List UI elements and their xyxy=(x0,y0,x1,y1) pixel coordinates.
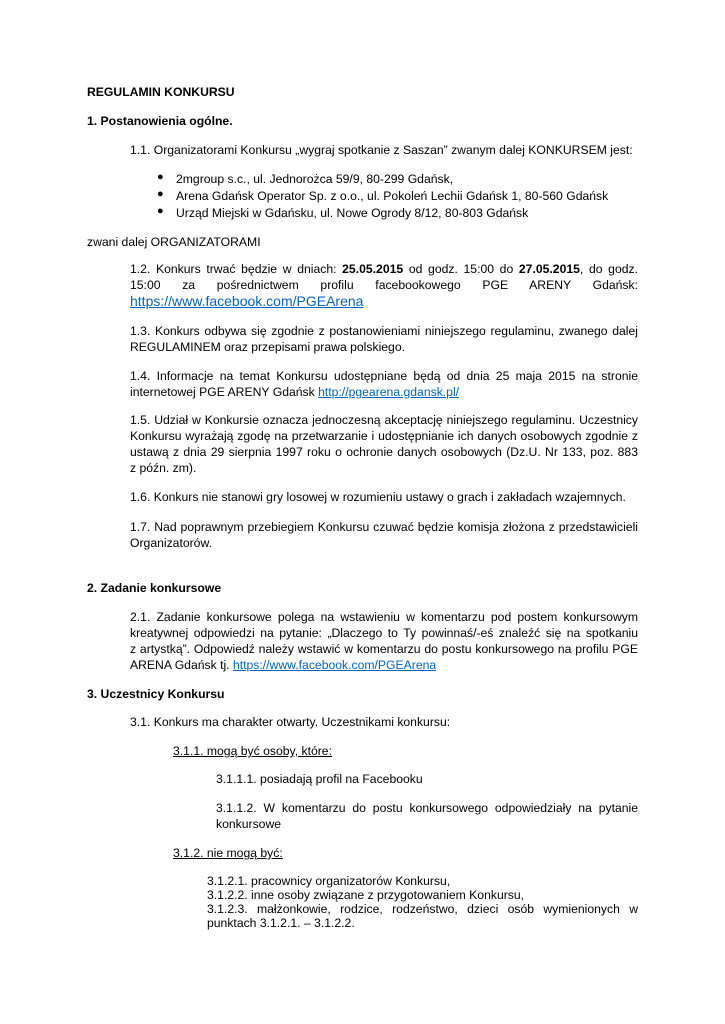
section-3-heading: 3. Uczestnicy Konkursu xyxy=(87,687,225,701)
section-1-heading: 1. Postanowienia ogólne. xyxy=(87,114,233,128)
paragraph-1-5-line-2: Konkursu wyrażają zgodę na przetwarzanie i udostępnianie ich danych osobowych zgodnie z xyxy=(130,429,638,443)
paragraph-3-1-1-2-line-2: konkursowe xyxy=(216,817,282,831)
paragraph-3-1-1-1: 3.1.1.1. posiadają profil na Facebooku xyxy=(216,772,423,786)
paragraph-2-1-line-1: 2.1. Zadanie konkursowe polega na wstawieniu w komentarzu pod postem konkursowym xyxy=(130,610,638,624)
paragraph-3-1-2: 3.1.2. nie mogą być: xyxy=(173,846,283,860)
paragraph-1-4-line-1: 1.4. Informacje na temat Konkursu udostępniane będą od dnia 25 maja 2015 na stronie xyxy=(130,369,638,383)
bullet-dot-icon: ● xyxy=(157,205,164,217)
section-2-heading: 2. Zadanie konkursowe xyxy=(87,581,222,595)
paragraph-1-5-line-4: z późn. zm). xyxy=(130,461,197,475)
facebook-link[interactable]: https://www.facebook.com/PGEArena xyxy=(130,293,364,309)
bullet-item-1: 2mgroup s.c., ul. Jednorożca 59/9, 80-299 Gdańsk, xyxy=(176,172,454,186)
bullet-item-3: Urząd Miejski w Gdańsku, ul. Nowe Ogrody 8/12, 80-803 Gdańsk xyxy=(176,206,529,220)
paragraph-1-3-line-1: 1.3. Konkurs odbywa się zgodnie z postanowieniami niniejszego regulaminu, zwanego dalej xyxy=(130,324,638,338)
paragraph-1-4-line-2: internetowej PGE ARENY Gdańsk http://pgearena.gdansk.pl/ xyxy=(130,385,460,399)
website-link[interactable]: http://pgearena.gdansk.pl/ xyxy=(318,385,460,399)
paragraph-1-2-line-1: 1.2. Konkurs trwać będzie w dniach: 25.05.2015 od godz. 15:00 do 27.05.2015, do godz. xyxy=(130,262,638,276)
paragraph-1-7-line-2: Organizatorów. xyxy=(130,536,212,550)
paragraph-1-3-line-2: REGULAMINEM oraz przepisami prawa polskiego. xyxy=(130,340,405,354)
bullet-dot-icon: ● xyxy=(157,171,164,183)
organizers-note: zwani dalej ORGANIZATORAMI xyxy=(87,235,261,249)
paragraph-3-1-2-1: 3.1.2.1. pracownicy organizatorów Konkursu, xyxy=(207,874,451,888)
paragraph-3-1-2-2: 3.1.2.2. inne osoby związane z przygotowaniem Konkursu, xyxy=(207,888,525,902)
document-title: REGULAMIN KONKURSU xyxy=(87,85,235,99)
paragraph-3-1-1-2-line-1: 3.1.1.2. W komentarzu do postu konkursowego odpowiedziały na pytanie xyxy=(216,801,638,815)
paragraph-3-1-1: 3.1.1. mogą być osoby, które: xyxy=(173,744,332,758)
paragraph-3-1: 3.1. Konkurs ma charakter otwarty. Uczestnikami konkursu: xyxy=(130,715,451,729)
paragraph-3-1-2-3-line-2: punktach 3.1.2.1. – 3.1.2.2. xyxy=(207,916,355,930)
paragraph-1-5-line-3: ustawą z dnia 29 sierpnia 1997 roku o ochronie danych osobowych (Dz.U. Nr 133, poz. 883 xyxy=(130,445,638,459)
bullet-item-2: Arena Gdańsk Operator Sp. z o.o., ul. Pokoleń Lechii Gdańsk 1, 80-560 Gdańsk xyxy=(176,189,609,203)
paragraph-1-2-line-2: 15:00 za pośrednictwem profilu facebookowego PGE ARENY Gdańsk: xyxy=(130,278,638,292)
bullet-dot-icon: ● xyxy=(157,188,164,200)
facebook-link-2[interactable]: https://www.facebook.com/PGEArena xyxy=(232,658,437,672)
paragraph-1-7-line-1: 1.7. Nad poprawnym przebiegiem Konkursu czuwać będzie komisja złożona z przedstawicieli xyxy=(130,520,638,534)
paragraph-2-1-line-4: ARENA Gdańsk tj. https://www.facebook.com/PGEArena xyxy=(130,658,437,672)
paragraph-2-1-line-2: kreatywnej odpowiedzi na pytanie: „Dlaczego to Ty powinnaś/-eś znaleźć się na spotkaniu xyxy=(130,626,638,640)
paragraph-1-1: 1.1. Organizatorami Konkursu „wygraj spotkanie z Saszan” zwanym dalej KONKURSEM jest: xyxy=(130,143,633,157)
paragraph-2-1-line-3: z artystką”. Odpowiedź należy wstawić w komentarzu do postu konkursowego na profilu PGE xyxy=(130,642,638,656)
paragraph-1-5-line-1: 1.5. Udział w Konkursie oznacza jednoczesną akceptację niniejszego regulaminu. Uczestnicy xyxy=(130,413,638,427)
paragraph-1-6: 1.6. Konkurs nie stanowi gry losowej w rozumieniu ustawy o grach i zakładach wzajemnych. xyxy=(130,490,626,504)
paragraph-3-1-2-3-line-1: 3.1.2.3. małżonkowie, rodzice, rodzeństwo, dzieci osób wymienionych w xyxy=(207,902,638,916)
